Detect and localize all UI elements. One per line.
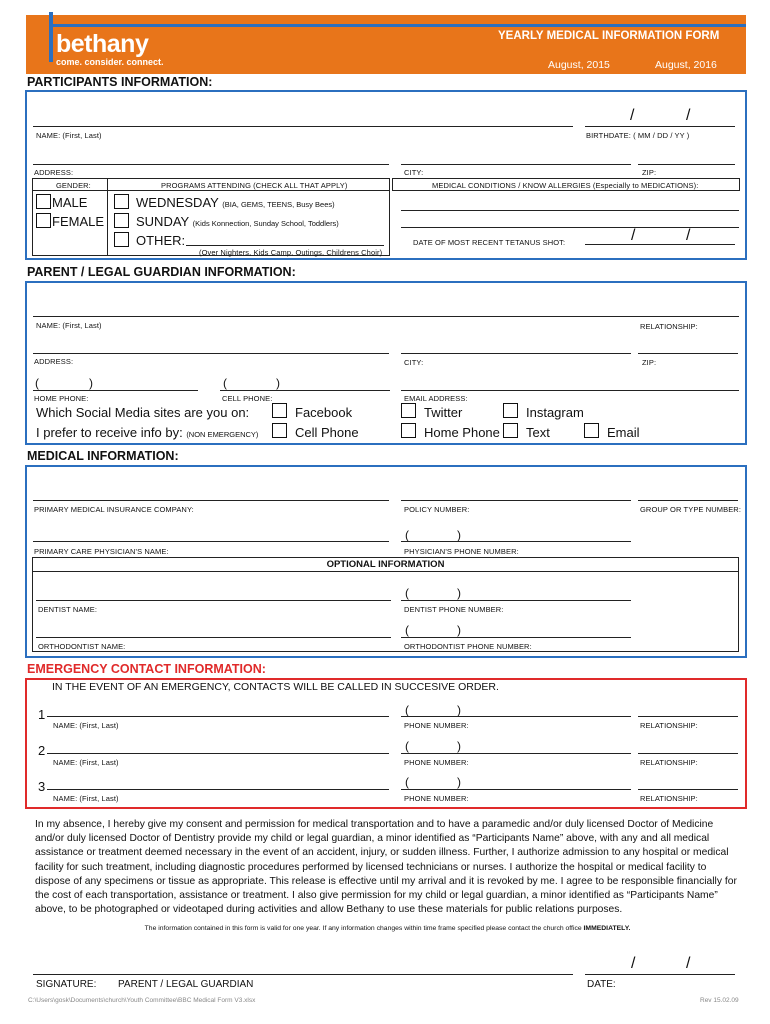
conditions-field-1[interactable]: [401, 210, 739, 211]
twitter-label: Twitter: [424, 405, 463, 420]
facebook-label: Facebook: [295, 405, 353, 420]
contact-2-name-label: NAME: (First, Last): [53, 758, 119, 767]
participant-city-label: CITY:: [404, 168, 424, 177]
policy-field[interactable]: [401, 500, 631, 501]
guardian-zip-field[interactable]: [638, 353, 738, 354]
female-label: FEMALE: [52, 214, 105, 229]
instagram-label: Instagram: [526, 405, 584, 420]
participant-address-label: ADDRESS:: [34, 168, 74, 177]
contact-2-phone-label: PHONE NUMBER:: [404, 758, 469, 767]
receive-question: I prefer to receive info by: (NON EMERGENCY): [36, 425, 259, 440]
guardian-name-field[interactable]: [33, 316, 739, 317]
contact-2-name-field[interactable]: [47, 753, 389, 754]
logo-bar: [49, 12, 53, 62]
cell-phone-option: Cell Phone: [295, 425, 359, 440]
physician-field[interactable]: [33, 541, 389, 542]
contact-2-phone-field[interactable]: [401, 753, 631, 754]
dentist-label: DENTIST NAME:: [38, 605, 98, 614]
ortho-phone-label: ORTHODONTIST PHONE NUMBER:: [404, 642, 532, 651]
participants-title: PARTICIPANTS INFORMATION:: [27, 75, 213, 89]
ortho-phone-field[interactable]: [401, 637, 631, 638]
participant-name-field[interactable]: [33, 126, 573, 127]
tetanus-field[interactable]: [585, 244, 735, 245]
other-note: (Over Nighters, Kids Camp, Outings, Childrens Choir): [199, 248, 383, 257]
ortho-label: ORTHODONTIST NAME:: [38, 642, 126, 651]
contact-3-phone-field[interactable]: [401, 789, 631, 790]
medical-title: MEDICAL INFORMATION:: [27, 449, 179, 463]
logo-tagline: come. consider. connect.: [56, 57, 164, 67]
header-date-2: August, 2016: [655, 59, 717, 71]
facebook-checkbox[interactable]: [272, 403, 287, 418]
policy-label: POLICY NUMBER:: [404, 505, 470, 514]
contact-3-name-field[interactable]: [47, 789, 389, 790]
dentist-phone-field[interactable]: [401, 600, 631, 601]
cell-phone-checkbox[interactable]: [272, 423, 287, 438]
other-label: OTHER:: [136, 233, 186, 248]
birthdate-label: BIRTHDATE: ( MM / DD / YY ): [586, 131, 690, 140]
guardian-city-field[interactable]: [401, 353, 631, 354]
contact-1-relationship-label: RELATIONSHIP:: [640, 721, 698, 730]
contact-1-phone-label: PHONE NUMBER:: [404, 721, 469, 730]
cell-phone-field[interactable]: [220, 390, 390, 391]
email-label: EMAIL ADDRESS:: [404, 394, 468, 403]
contact-number-3: 3: [38, 779, 46, 794]
contact-1-relationship-field[interactable]: [638, 716, 738, 717]
guardian-signature-label: PARENT / LEGAL GUARDIAN: [118, 979, 254, 990]
validity-note: The information contained in this form is valid for one year. If any information changes within time frame specified please contact the church office IMMEDIATELY.: [144, 925, 631, 932]
instagram-checkbox[interactable]: [503, 403, 518, 418]
programs-label: PROGRAMS ATTENDING (CHECK ALL THAT APPLY): [161, 181, 348, 190]
email-checkbox[interactable]: [584, 423, 599, 438]
physician-phone-label: PHYSICIAN'S PHONE NUMBER:: [404, 547, 519, 556]
sunday-checkbox[interactable]: [114, 213, 129, 228]
emergency-note: IN THE EVENT OF AN EMERGENCY, CONTACTS WILL BE CALLED IN SUCCESIVE ORDER.: [52, 681, 499, 693]
guardian-relationship-label: RELATIONSHIP:: [640, 322, 698, 331]
home-phone-option: Home Phone: [424, 425, 500, 440]
emergency-title: EMERGENCY CONTACT INFORMATION:: [27, 662, 266, 676]
home-phone-field[interactable]: [33, 390, 198, 391]
home-phone-label: HOME PHONE:: [34, 394, 89, 403]
optional-title: OPTIONAL INFORMATION: [326, 559, 445, 570]
wednesday-checkbox[interactable]: [114, 194, 129, 209]
male-label: MALE: [52, 195, 88, 210]
guardian-zip-label: ZIP:: [642, 358, 657, 367]
contact-1-name-label: NAME: (First, Last): [53, 721, 119, 730]
birthdate-field[interactable]: [585, 126, 735, 127]
physician-phone-field[interactable]: [401, 541, 631, 542]
guardian-address-label: ADDRESS:: [34, 357, 74, 366]
participant-city-field[interactable]: [401, 164, 631, 165]
consent-paragraph: In my absence, I hereby give my consent and permission for medical transportation and to have a paramedic and/or duly licensed Doctor of Medicine and/or duly licensed Doctor of Dentistry provide my child or legal guardian, a minor identified as “Participants Name” above, with any and all medical assistance or treatment deemed necessary in the event of an accident, injury, or sudden illness. Further, I authorize admission to any hospital or medical facility for such treatment, including diagnostic procedures performed by licensed technicians or nurses. I authorize the hospital or medical facility to dispose of any specimens or tissue as appropriate. This release is effective until my arrival and it is revoked by me. I agree to be responsible financially for the cost of each transportation, assistance or treatment. I also give permission for my child or legal guardian, a minor identified as “Participants Name” above, to be photographed or videotaped during activities and allow Bethany to use these materials for public relations purposes.: [35, 819, 737, 916]
physician-label: PRIMARY CARE PHYSICIAN'S NAME:: [34, 547, 169, 556]
text-option: Text: [526, 425, 550, 440]
logo-top-bar: [49, 24, 746, 27]
contact-2-relationship-field[interactable]: [638, 753, 738, 754]
participant-zip-field[interactable]: [638, 164, 735, 165]
file-path: C:\Users\gosk\Documents\church\Youth Committee\BBC Medical Form V3.xlsx: [28, 997, 256, 1004]
social-question: Which Social Media sites are you on:: [36, 405, 250, 420]
guardian-box: [25, 281, 747, 445]
other-checkbox[interactable]: [114, 232, 129, 247]
header-date-1: August, 2015: [548, 59, 610, 71]
wednesday-label: WEDNESDAY (BIA, GEMS, TEENS, Busy Bees): [136, 195, 335, 210]
contact-1-phone-field[interactable]: [401, 716, 631, 717]
guardian-city-label: CITY:: [404, 358, 424, 367]
insurance-field[interactable]: [33, 500, 389, 501]
contact-3-phone-label: PHONE NUMBER:: [404, 794, 469, 803]
group-field[interactable]: [638, 500, 738, 501]
contact-3-relationship-label: RELATIONSHIP:: [640, 794, 698, 803]
conditions-label: MEDICAL CONDITIONS / KNOW ALLERGIES (Especially to MEDICATIONS):: [432, 181, 699, 190]
contact-number-2: 2: [38, 743, 46, 758]
guardian-name-label: NAME: (First, Last): [36, 321, 102, 330]
cell-phone-label: CELL PHONE:: [222, 394, 273, 403]
home-phone-checkbox[interactable]: [401, 423, 416, 438]
signature-label: SIGNATURE:: [36, 979, 97, 990]
ortho-field[interactable]: [36, 637, 391, 638]
group-label: GROUP OR TYPE NUMBER:: [640, 505, 742, 514]
guardian-address-field[interactable]: [33, 353, 389, 354]
dentist-phone-label: DENTIST PHONE NUMBER:: [404, 605, 504, 614]
date-label: DATE:: [587, 979, 616, 990]
text-checkbox[interactable]: [503, 423, 518, 438]
insurance-label: PRIMARY MEDICAL INSURANCE COMPANY:: [34, 505, 194, 514]
revision: Rev 15.02.09: [700, 997, 739, 1004]
contact-3-relationship-field[interactable]: [638, 789, 738, 790]
tetanus-label: DATE OF MOST RECENT TETANUS SHOT:: [413, 238, 566, 247]
email-field[interactable]: [401, 390, 739, 391]
contact-3-name-label: NAME: (First, Last): [53, 794, 119, 803]
participant-zip-label: ZIP:: [642, 168, 657, 177]
sunday-label: SUNDAY (Kids Konnection, Sunday School, Toddlers): [136, 214, 339, 229]
guardian-title: PARENT / LEGAL GUARDIAN INFORMATION:: [27, 265, 296, 279]
contact-2-relationship-label: RELATIONSHIP:: [640, 758, 698, 767]
email-option: Email: [607, 425, 640, 440]
contact-1-name-field[interactable]: [47, 716, 389, 717]
gender-label: GENDER:: [56, 181, 91, 190]
other-field[interactable]: [186, 245, 384, 246]
dentist-field[interactable]: [36, 600, 391, 601]
female-checkbox[interactable]: [36, 213, 51, 228]
signature-field[interactable]: [33, 974, 573, 975]
male-checkbox[interactable]: [36, 194, 51, 209]
contact-number-1: 1: [38, 707, 46, 722]
participant-address-field[interactable]: [33, 164, 389, 165]
date-field[interactable]: [585, 974, 735, 975]
participant-name-label: NAME: (First, Last): [36, 131, 102, 140]
form-title: YEARLY MEDICAL INFORMATION FORM: [498, 30, 720, 42]
logo-text: bethany: [56, 30, 149, 58]
twitter-checkbox[interactable]: [401, 403, 416, 418]
